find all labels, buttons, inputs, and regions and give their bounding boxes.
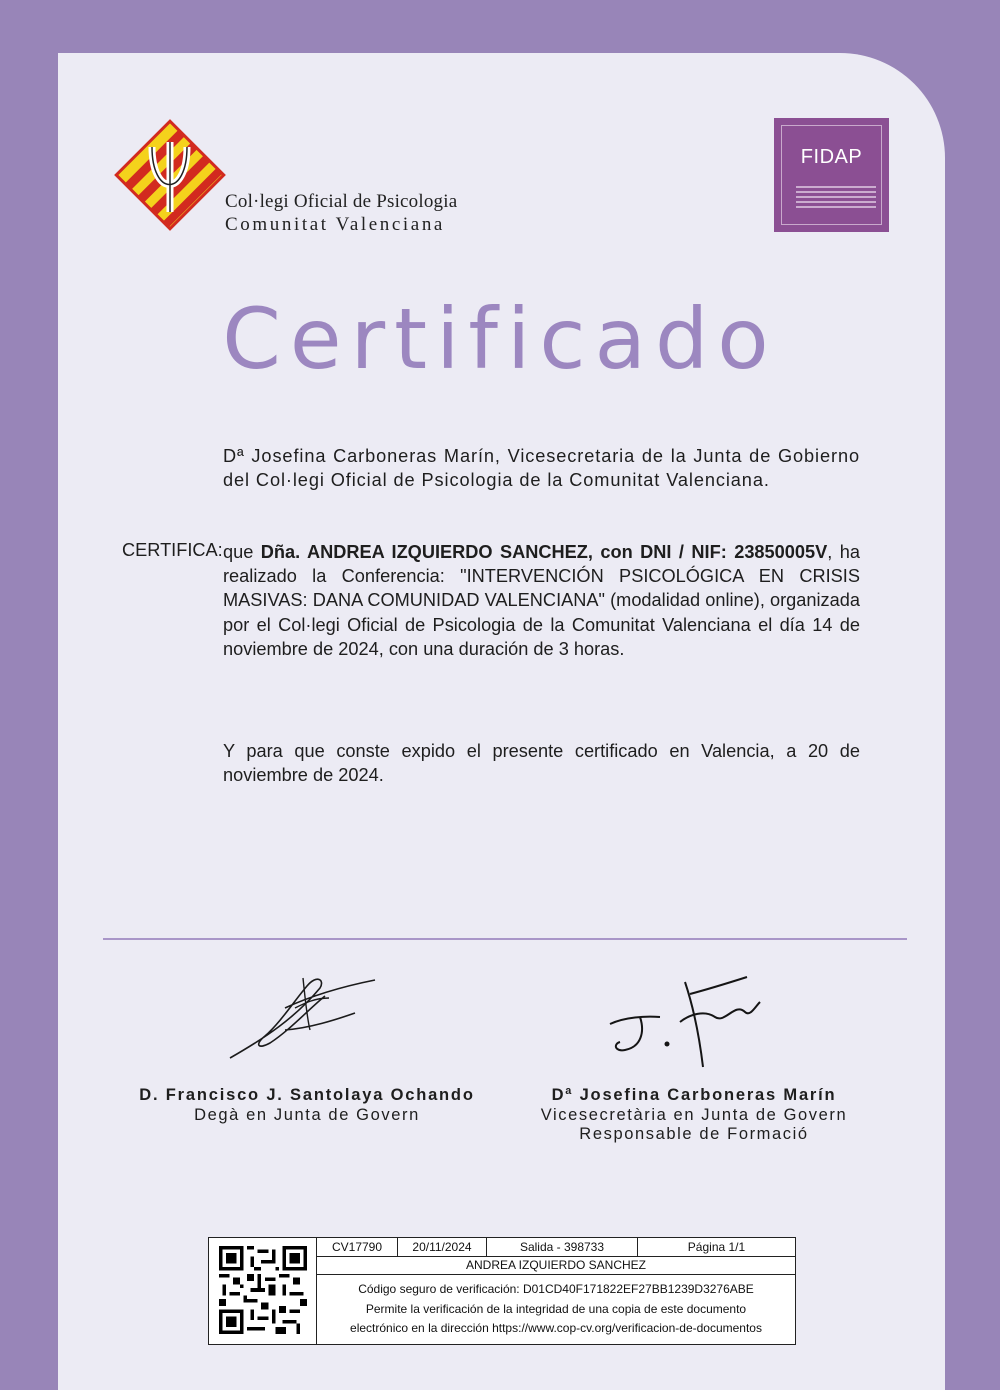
cop-cv-crest-icon <box>112 117 228 233</box>
verification-salida: Salida - 398733 <box>487 1238 638 1256</box>
certification-paragraph <box>223 540 860 661</box>
verification-line3: electrónico en la dirección https://www.cop-cv.org/verificacion-de-documentos <box>350 1321 762 1335</box>
signer-right-role2: Responsable de Formació <box>579 1125 809 1143</box>
verification-date: 20/11/2024 <box>398 1238 487 1256</box>
signer-left <box>100 1086 514 1125</box>
fidap-logo-text: FIDAP <box>800 146 863 168</box>
verification-box <box>208 1237 796 1345</box>
signer-left-role: Degà en Junta de Govern <box>194 1105 420 1124</box>
qr-code-icon[interactable] <box>219 1246 307 1334</box>
fidap-logo-icon <box>774 118 889 232</box>
intro-paragraph: Dª Josefina Carboneras Marín, Vicesecretaria de la Junta de Gobierno del Col·legi Oficial de Psicologia de la Comunitat Valenciana. <box>223 446 860 491</box>
cert-prefix: que <box>223 542 261 562</box>
verification-line1: Código seguro de verificación: D01CD40F171822EF27BB1239D3276ABE <box>358 1282 754 1296</box>
verification-line2: Permite la verificación de la integridad de una copia de este documento <box>365 1301 747 1316</box>
signature-left-icon <box>225 968 385 1063</box>
cert-recipient: Dña. ANDREA IZQUIERDO SANCHEZ, con DNI / NIF: 23850005V <box>260 542 828 562</box>
divider <box>103 938 907 940</box>
signer-right <box>490 1086 898 1145</box>
certificate-sheet <box>58 53 945 1390</box>
signer-right-role1: Vicesecretària en Junta de Govern <box>540 1105 848 1124</box>
verification-code: CV17790 <box>317 1238 398 1256</box>
document-title: Certificado <box>222 290 778 388</box>
verification-page: Página 1/1 <box>687 1240 746 1254</box>
signature-right-icon <box>605 972 765 1072</box>
verification-name: ANDREA IZQUIERDO SANCHEZ <box>317 1257 795 1275</box>
cert-body: , ha realizado la Conferencia: "INTERVENCIÓN PSICOLÓGICA EN CRISIS MASIVAS: DANA COMUNIDAD VALENCIANA" (modalidad online), organizada por el Col·legi Oficial de Psicologia de la Comunitat Valenciana el día 14 de noviembre de 2024, con una duración de 3 horas. <box>223 542 860 659</box>
certifica-label: CERTIFICA: <box>122 540 223 560</box>
signer-right-name: Dª Josefina Carboneras Marín <box>551 1086 837 1104</box>
org-name-line2: Comunitat Valenciana <box>225 214 445 235</box>
org-name-line1: Col·legi Oficial de Psicologia <box>225 191 458 212</box>
signer-left-name: D. Francisco J. Santolaya Ochando <box>139 1086 475 1104</box>
closing-paragraph: Y para que conste expido el presente certificado en Valencia, a 20 de noviembre de 2024. <box>223 741 860 786</box>
